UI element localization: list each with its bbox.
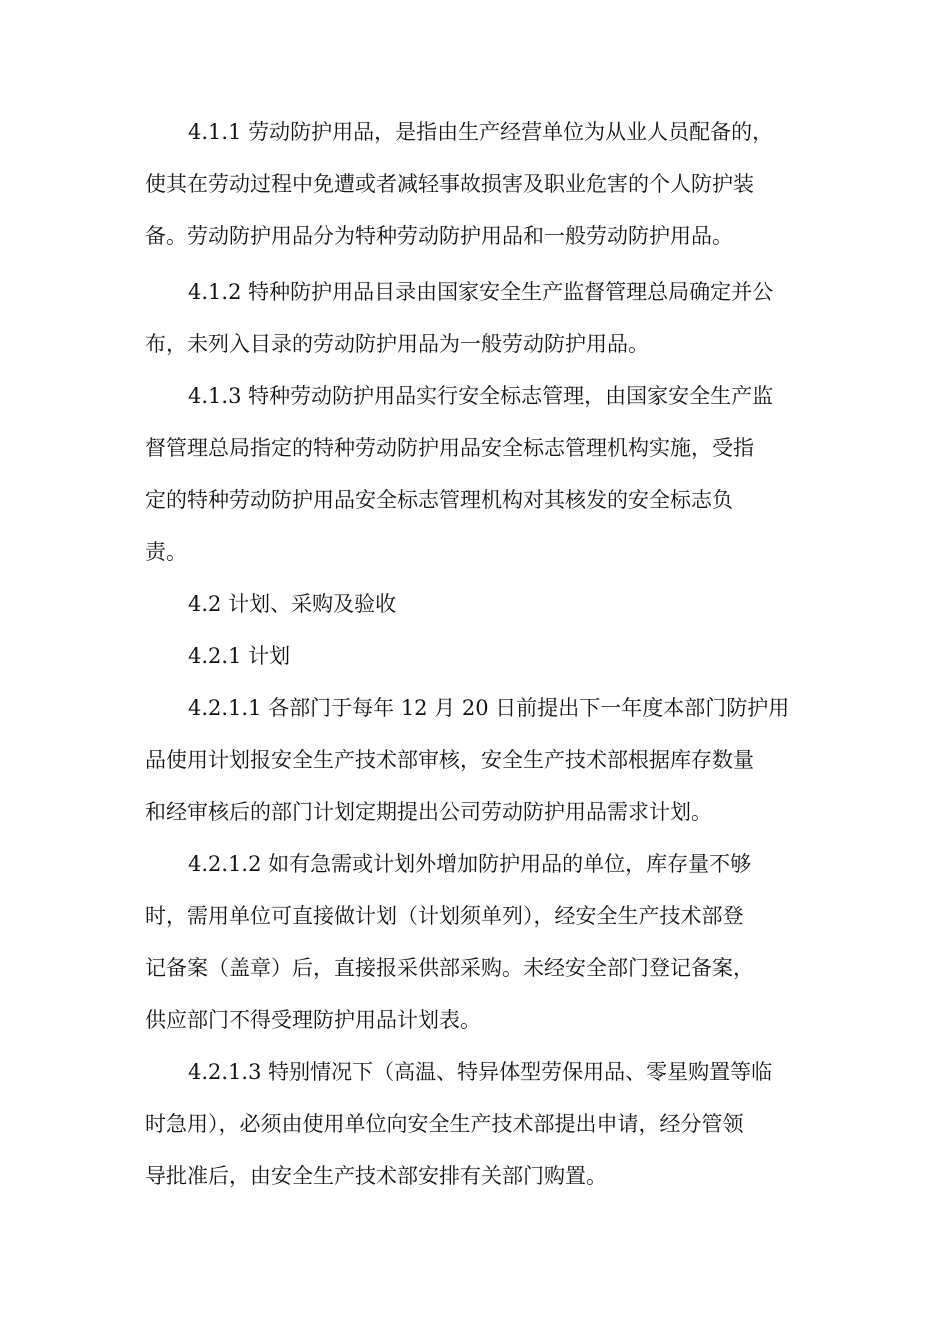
paragraph-4-1-2-line-1: 4.1.2 特种防护用品目录由国家安全生产监督管理总局确定并公 [188,280,774,304]
paragraph-4-2-1-3-line-1: 4.2.1.3 特别情况下（高温、特异体型劳保用品、零星购置等临 [188,1060,773,1084]
section-heading-4-2: 4.2 计划、采购及验收 [188,592,397,616]
paragraph-4-2-1-2-line-1: 4.2.1.2 如有急需或计划外增加防护用品的单位，库存量不够 [188,852,752,876]
paragraph-4-2-1-3-line-3: 导批准后，由安全生产技术部安排有关部门购置。 [145,1164,607,1188]
paragraph-4-1-1-line-1: 4.1.1 劳动防护用品，是指由生产经营单位为从业人员配备的， [188,120,774,144]
paragraph-4-2-1-1-line-2: 品使用计划报安全生产技术部审核，安全生产技术部根据库存数量 [145,748,754,772]
paragraph-4-2-1-2-line-3: 记备案（盖章）后，直接报采供部采购。未经安全部门登记备案， [145,956,754,980]
paragraph-4-2-1-2-line-4: 供应部门不得受理防护用品计划表。 [145,1008,481,1032]
section-heading-4-2-1: 4.2.1 计划 [188,644,291,668]
paragraph-4-2-1-2-line-2: 时，需用单位可直接做计划（计划须单列），经安全生产技术部登 [145,904,744,928]
paragraph-4-2-1-1-line-1: 4.2.1.1 各部门于每年 12 月 20 日前提出下一年度本部门防护用 [188,696,790,720]
paragraph-4-1-2-line-2: 布，未列入目录的劳动防护用品为一般劳动防护用品。 [145,332,649,356]
paragraph-4-1-1-line-3: 备。劳动防护用品分为特种劳动防护用品和一般劳动防护用品。 [145,224,733,248]
paragraph-4-1-3-line-4: 责。 [145,540,187,564]
paragraph-4-1-3-line-3: 定的特种劳动防护用品安全标志管理机构对其核发的安全标志负 [145,488,733,512]
paragraph-4-2-1-1-line-3: 和经审核后的部门计划定期提出公司劳动防护用品需求计划。 [145,800,712,824]
paragraph-4-2-1-3-line-2: 时急用），必须由使用单位向安全生产技术部提出申请，经分管领 [145,1112,744,1136]
paragraph-4-1-3-line-2: 督管理总局指定的特种劳动防护用品安全标志管理机构实施，受指 [145,436,754,460]
paragraph-4-1-1-line-2: 使其在劳动过程中免遭或者减轻事故损害及职业危害的个人防护装 [145,172,754,196]
paragraph-4-1-3-line-1: 4.1.3 特种劳动防护用品实行安全标志管理，由国家安全生产监 [188,384,774,408]
